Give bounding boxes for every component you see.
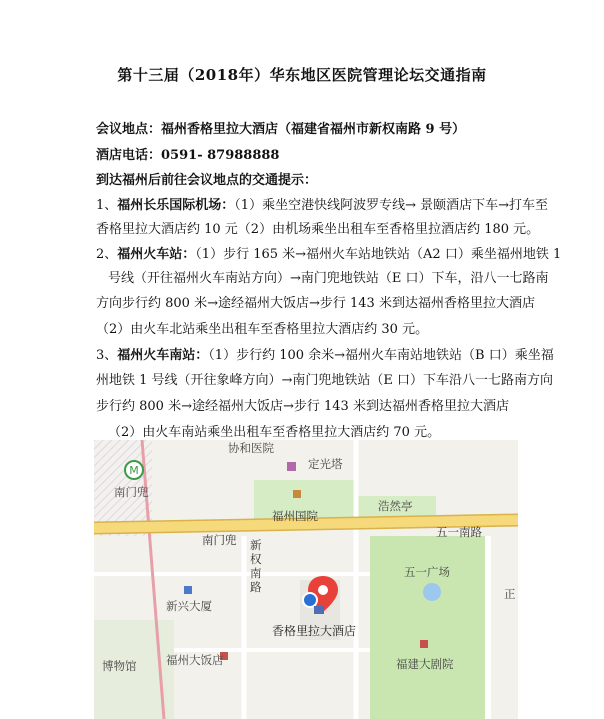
location-map bbox=[94, 440, 518, 719]
south-line-4: （2）由火车南站乘坐出租车至香格里拉大酒店约 70 元。 bbox=[108, 425, 441, 440]
airport-label: 福州长乐国际机场： bbox=[117, 198, 235, 213]
hotel-icon bbox=[314, 606, 324, 614]
south-prefix: 3、 bbox=[96, 348, 118, 363]
train-label: 福州火车站： bbox=[117, 247, 196, 262]
map-label-xinxing-building: 新兴大厦 bbox=[166, 599, 212, 613]
metro-station-icon bbox=[125, 461, 143, 479]
poi-icon bbox=[293, 490, 301, 498]
map-label-top-partial: 协和医院 bbox=[228, 441, 274, 455]
phone-label: 酒店电话： bbox=[96, 148, 162, 163]
svg-text:M: M bbox=[129, 464, 139, 477]
airport-line-2: 香格里拉大酒店约 10 元（2）由机场乘坐出租车至香格里拉酒店约 180 元。 bbox=[96, 222, 540, 237]
map-label-right-edge-partial: 正 bbox=[504, 587, 516, 601]
square-water bbox=[423, 583, 441, 601]
airport-prefix: 1、 bbox=[96, 198, 118, 213]
guide-heading: 到达福州后前往会议地点的交通提示： bbox=[96, 173, 318, 188]
map-label-dingguangta: 定光塔 bbox=[308, 457, 343, 471]
train-line-1 bbox=[96, 246, 561, 264]
map-label-xinquan-road: 新权南路 bbox=[250, 538, 262, 594]
train-line-3: 方向步行约 800 米→途经福州大饭店→步行 143 米到达福州香格里拉大酒店 bbox=[96, 296, 535, 311]
train-prefix: 2、 bbox=[96, 247, 118, 262]
train-line-4: （2）由火车北站乘坐出租车至香格里拉大酒店约 30 元。 bbox=[96, 322, 429, 337]
south-line-3: 步行约 800 米→途经福州大饭店→步行 143 米到达福州香格里拉大酒店 bbox=[96, 399, 509, 414]
map-label-wuyi-square: 五一广场 bbox=[404, 565, 450, 579]
phone-line bbox=[96, 147, 279, 165]
poi-icon bbox=[184, 586, 192, 594]
map-label-fuzhou-guoyuan: 福州国院 bbox=[272, 509, 318, 523]
map-label-haoranting: 浩然亭 bbox=[378, 499, 413, 513]
train-text-1: （1）步行 165 米→福州火车站地铁站（A2 口）乘坐福州地铁 1 bbox=[195, 247, 562, 262]
map-label-bottom-left-partial: 博物馆 bbox=[102, 659, 137, 673]
map-label-nanmendou-road: 南门兜 bbox=[202, 533, 237, 547]
map-canvas bbox=[94, 440, 518, 719]
map-label-shangri-la: 香格里拉大酒店 bbox=[272, 624, 357, 638]
south-label: 福州火车南站： bbox=[117, 348, 209, 363]
airport-text-1: （1）乘坐空港快线阿波罗专线→ 景颐酒店下车→打车至 bbox=[234, 198, 548, 213]
train-line-2: 号线（开往福州火车南站方向）→南门兜地铁站（E 口）下车，沿八一七路南 bbox=[108, 271, 549, 286]
map-label-bottom-right-partial: 福建大剧院 bbox=[396, 657, 454, 671]
venue-label: 会议地点： bbox=[96, 122, 162, 137]
venue-value: 福州香格里拉大酒店（福建省福州市新权南路 9 号） bbox=[161, 122, 466, 137]
map-label-fuzhou-hotel: 福州大饭店 bbox=[166, 653, 224, 667]
map-label-wuyi-road: 五一南路 bbox=[436, 525, 482, 539]
location-dot-icon bbox=[303, 593, 317, 607]
south-line-2: 州地铁 1 号线（开往象峰方向）→南门兜地铁站（E 口）下车沿八一七路南方向 bbox=[96, 373, 554, 388]
page-title: 第十三届（2018年）华东地区医院管理论坛交通指南 bbox=[117, 66, 487, 84]
poi-icon bbox=[420, 640, 428, 648]
south-text-1: （1）步行约 100 余米→福州火车南站地铁站（B 口）乘坐福 bbox=[208, 348, 554, 363]
south-line-1 bbox=[96, 347, 554, 365]
venue-line bbox=[96, 121, 465, 139]
airport-line-1 bbox=[96, 197, 548, 215]
poi-icon bbox=[287, 462, 296, 471]
map-label-nanmendou-station: 南门兜 bbox=[114, 485, 149, 499]
phone-value: 0591- 87988888 bbox=[161, 148, 280, 163]
